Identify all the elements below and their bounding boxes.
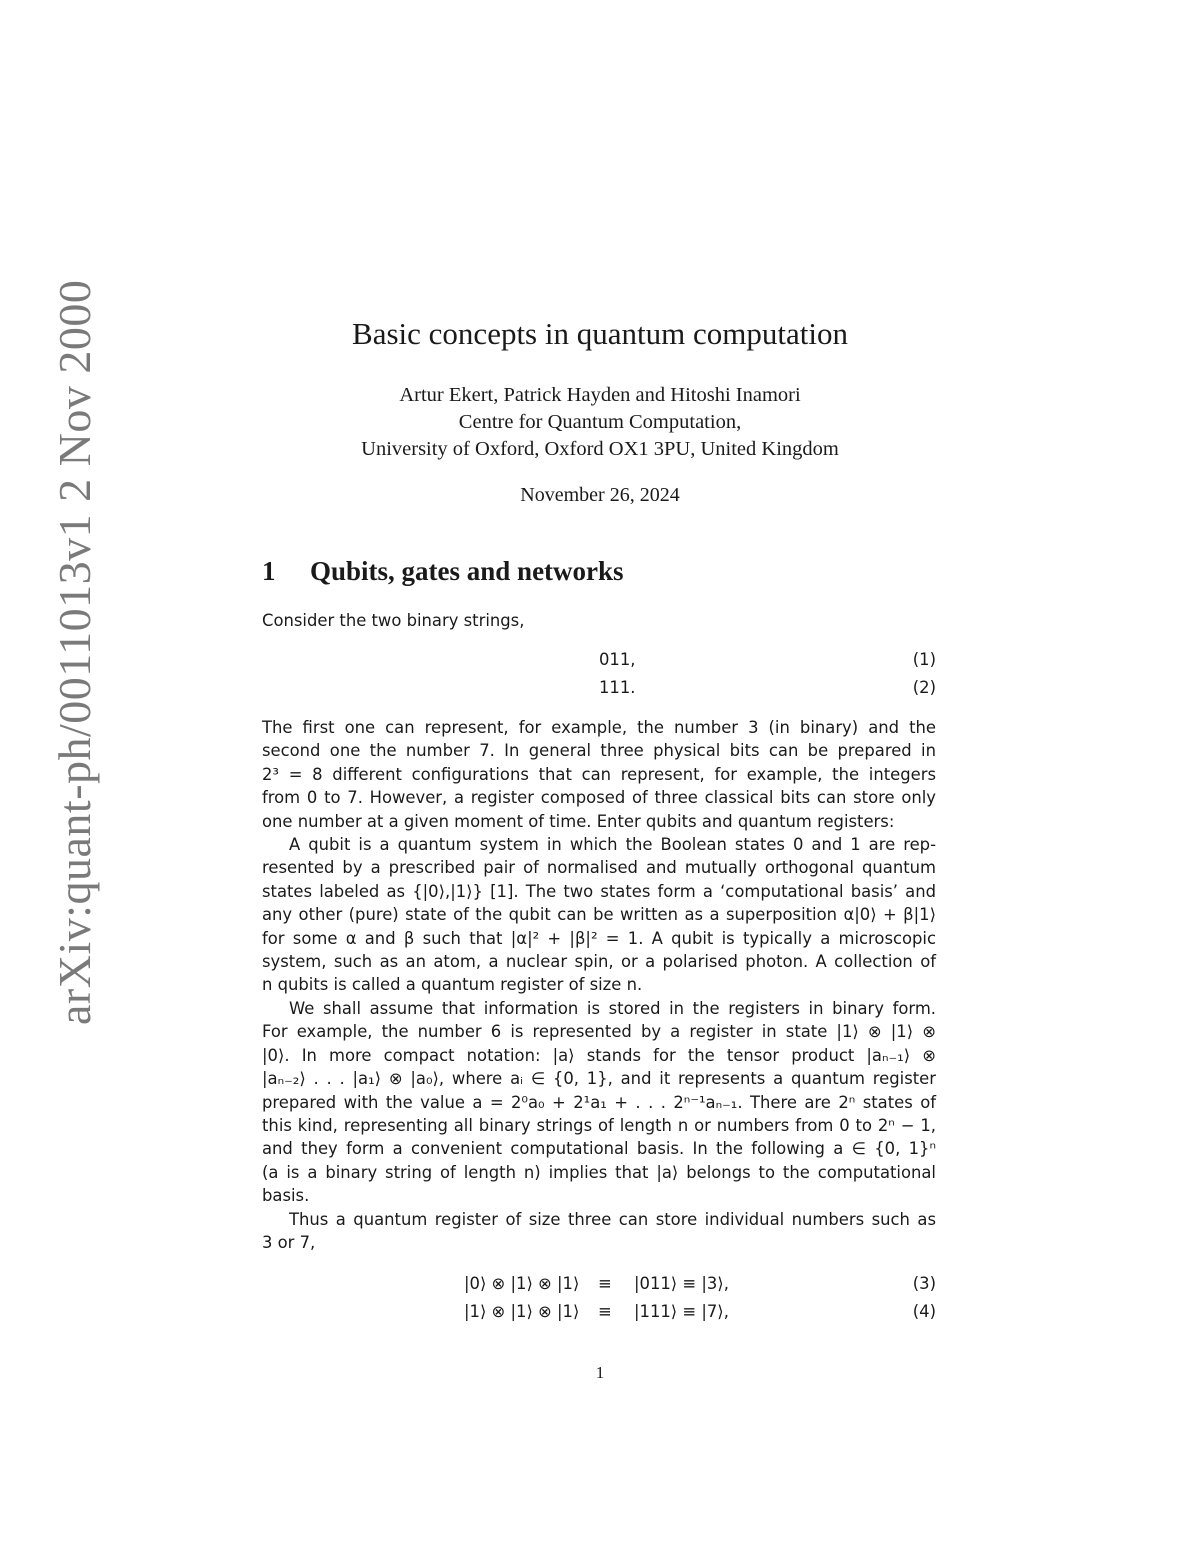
text-line: this kind, representing all binary strings of length n or numbers from 0 to 2ⁿ − 1,	[262, 1116, 936, 1136]
equation-3-rhs: |011⟩ ≡ |3⟩,	[634, 1274, 729, 1293]
paragraph-2	[262, 833, 936, 997]
text-line: and they form a convenient computational basis. In the following a ∈ {0, 1}ⁿ	[262, 1139, 936, 1159]
equation-4-relation: ≡	[598, 1302, 612, 1321]
paper-title: Basic concepts in quantum computation	[352, 316, 848, 351]
text-line: n qubits is called a quantum register of size n.	[262, 975, 643, 995]
paper-date: November 26, 2024	[520, 484, 680, 506]
page-number: 1	[595, 1363, 605, 1382]
text-line: Consider the two binary strings,	[262, 611, 525, 630]
paragraph-4	[262, 1208, 936, 1255]
equation-number-2: (2)	[912, 678, 936, 697]
text-line: (a is a binary string of length n) implies that |a⟩ belongs to the computational	[262, 1162, 936, 1182]
equation-number-1: (1)	[912, 650, 936, 669]
author-block	[0, 382, 1200, 463]
text-line: A qubit is a quantum system in which the Boolean states 0 and 1 are rep-	[289, 835, 936, 854]
equation-4-lhs: |1⟩ ⊗ |1⟩ ⊗ |1⟩	[464, 1302, 580, 1321]
equation-number-4: (4)	[912, 1302, 936, 1321]
text-line: for some α and β such that |α|² + |β|² = 1. A qubit is typically a microscopic	[262, 928, 936, 948]
text-line: Thus a quantum register of size three can store individual numbers such as	[289, 1210, 936, 1229]
text-line: For example, the number 6 is represented by a register in state |1⟩ ⊗ |1⟩ ⊗	[262, 1022, 936, 1042]
text-line: second one the number 7. In general three physical bits can be prepared in	[262, 741, 936, 761]
affiliation-line-1: Centre for Quantum Computation,	[458, 411, 742, 433]
equation-3-lhs: |0⟩ ⊗ |1⟩ ⊗ |1⟩	[464, 1274, 580, 1293]
text-line: 3 or 7,	[262, 1233, 316, 1253]
arxiv-identifier-stamp: arXiv:quant-ph/0011013v1 2 Nov 2000	[49, 279, 100, 1025]
affiliation-line-2: University of Oxford, Oxford OX1 3PU, United Kingdom	[361, 438, 839, 460]
text-line: We shall assume that information is stored in the registers in binary form.	[289, 999, 936, 1018]
paragraph-1	[262, 716, 936, 833]
author-names: Artur Ekert, Patrick Hayden and Hitoshi Inamori	[399, 384, 801, 406]
section-title: Qubits, gates and networks	[310, 556, 624, 586]
text-line: basis.	[262, 1186, 310, 1206]
text-line: 2³ = 8 different configurations that can represent, for example, the integers	[262, 764, 936, 784]
equation-2: 111.	[599, 678, 636, 697]
equation-3-relation: ≡	[598, 1274, 612, 1293]
text-line: system, such as an atom, a nuclear spin, or a polarised photon. A collection of	[262, 952, 936, 972]
text-line: The first one can represent, for example, the number 3 (in binary) and the	[262, 718, 936, 737]
text-line: any other (pure) state of the qubit can be written as a superposition α|0⟩ + β|1⟩	[262, 905, 936, 925]
equation-4-rhs: |111⟩ ≡ |7⟩,	[634, 1302, 729, 1321]
text-line: one number at a given moment of time. Enter qubits and quantum registers:	[262, 811, 895, 831]
intro-line	[262, 609, 936, 632]
text-line: prepared with the value a = 2⁰a₀ + 2¹a₁ + . . . 2ⁿ⁻¹aₙ₋₁. There are 2ⁿ states of	[262, 1092, 936, 1112]
text-line: |0⟩. In more compact notation: |a⟩ stands for the tensor product |aₙ₋₁⟩ ⊗	[262, 1045, 936, 1065]
paragraph-3	[262, 997, 936, 1208]
text-line: |aₙ₋₂⟩ . . . |a₁⟩ ⊗ |a₀⟩, where aᵢ ∈ {0, 1}, and it represents a quantum register	[262, 1069, 936, 1089]
section-number: 1	[262, 556, 276, 586]
equation-number-3: (3)	[912, 1274, 936, 1293]
text-line: from 0 to 7. However, a register composed of three classical bits can store only	[262, 788, 936, 808]
section-heading	[262, 556, 624, 587]
text-line: resented by a prescribed pair of normalised and mutually orthogonal quantum	[262, 858, 936, 878]
equation-1: 011,	[599, 650, 636, 669]
text-line: states labeled as {|0⟩,|1⟩} [1]. The two states form a ‘computational basis’ and	[262, 881, 936, 901]
